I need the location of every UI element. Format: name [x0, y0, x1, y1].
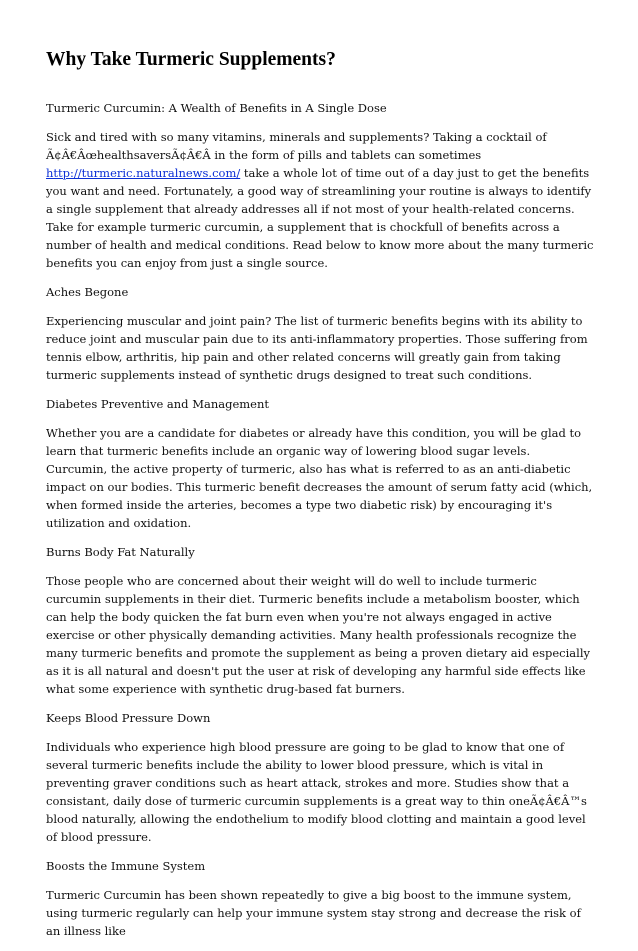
section-body-blood-pressure: Individuals who experience high blood pressure are going to be glad to know that one of several turmeric benefits include the ability to lower blood pressure, which is vital in preventing graver conditions such as heart attack, strokes and more. Studies show that a consistant, daily dose of turmeric curcumin supplements is a great way to thin oneÃ¢Â€Â™s blood naturally, allowing the endothelium to modify blood clotting and maintain a good level of blood pressure.: [46, 740, 587, 844]
section-heading-immune: Boosts the Immune System: [46, 859, 206, 873]
section-body-immune: Turmeric Curcumin has been shown repeatedly to give a big boost to the immune system, using turmeric regularly can help your immune system stay strong and decrease the risk of an illness like: [46, 888, 581, 938]
turmeric-link[interactable]: http://turmeric.naturalnews.com/: [46, 166, 241, 180]
section-heading-aches: Aches Begone: [46, 285, 129, 299]
intro-paragraph: [46, 128, 594, 272]
section-heading-diabetes: Diabetes Preventive and Management: [46, 397, 269, 411]
section-heading-blood-pressure: Keeps Blood Pressure Down: [46, 711, 211, 725]
intro-text-before-link: Sick and tired with so many vitamins, minerals and supplements? Taking a cocktail of Ã¢Â€ÂœhealthsaversÃ¢Â€Â in the form of pills and tablets can sometimes: [46, 130, 547, 162]
intro-subtitle: Turmeric Curcumin: A Wealth of Benefits in A Single Dose: [46, 101, 387, 115]
section-body-diabetes: Whether you are a candidate for diabetes or already have this condition, you will be glad to learn that turmeric benefits include an organic way of lowering blood sugar levels. Curcumin, the active property of turmeric, also has what is referred to as an anti-diabetic impact on our bodies. This turmeric benefit decreases the amount of serum fatty acid (which, when formed inside the arteries, becomes a type two diabetic risk) by encouraging it's utilization and oxidation.: [46, 426, 593, 530]
section-body-aches: Experiencing muscular and joint pain? The list of turmeric benefits begins with its ability to reduce joint and muscular pain due to its anti-inflammatory properties. Those suffering from tennis elbow, arthritis, hip pain and other related concerns will greatly gain from taking turmeric supplements instead of synthetic drugs designed to treat such conditions.: [46, 314, 588, 382]
document-title: Why Take Turmeric Supplements?: [46, 49, 336, 70]
document-page: [46, 48, 594, 951]
intro-text-after-link: take a whole lot of time out of a day just to get the benefits you want and need. Fortunately, a good way of streamlining your routine is always to identify a single supplement that already addresses all if not most of your health-related concerns. Take for example turmeric curcumin, a supplement that is chockfull of benefits across a number of health and medical conditions. Read below to know more about the many turmeric benefits you can enjoy from just a single source.: [46, 166, 594, 270]
section-heading-fat: Burns Body Fat Naturally: [46, 545, 195, 559]
section-body-fat: Those people who are concerned about their weight will do well to include turmeric curcumin supplements in their diet. Turmeric benefits include a metabolism booster, which can help the body quicken the fat burn even when you're not always engaged in active exercise or other physically demanding activities. Many health professionals recognize the many turmeric benefits and promote the supplement as being a proven dietary aid especially as it is all natural and doesn't put the user at risk of developing any harmful side effects like what some experience with synthetic drug-based fat burners.: [46, 574, 590, 696]
